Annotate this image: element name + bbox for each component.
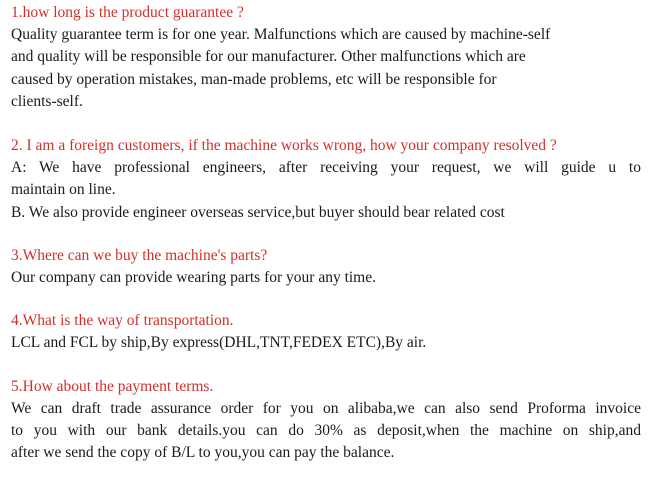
faq-answer-line: to you with our bank details.you can do 30% as deposit,when the machine on ship,and [11,421,641,439]
faq-answer-line: and quality will be responsible for our manufacturer. Other malfunctions which are [11,48,526,66]
faq-answer-line: Our company can provide wearing parts for your any time. [11,269,376,287]
faq-answer-line: A: We have professional engineers, after receiving your request, we will guide u to [11,159,641,177]
faq-answer-line: Quality guarantee term is for one year. Malfunctions which are caused by machine-self [11,26,551,43]
spacer [11,355,641,376]
faq-item-machine-failure [11,135,641,224]
spacer [11,224,641,245]
spacer [11,113,641,135]
faq-question: 3.Where can we buy the machine's parts? [11,247,268,265]
faq-answer-line: B. We also provide engineer overseas service,but buyer should bear related cost [11,203,505,221]
faq-item-parts [11,245,641,289]
faq-item-payment [11,376,641,465]
faq-question: 5.How about the payment terms. [11,377,214,395]
faq-answer-line: caused by operation mistakes, man-made problems, etc will be responsible for [11,70,497,88]
faq-question: 1.how long is the product guarantee ? [11,4,244,21]
faq-question: 4.What is the way of transportation. [11,312,234,330]
spacer [11,289,641,310]
faq-question: 2. I am a foreign customers, if the machine works wrong, how your company resolved ? [11,137,557,155]
faq-answer-line: clients-self. [11,92,83,110]
faq-item-transportation [11,310,641,354]
faq-answer-line: LCL and FCL by ship,By express(DHL,TNT,FEDEX ETC),By air. [11,334,427,352]
faq-item-guarantee [11,2,641,113]
faq-answer-line: We can draft trade assurance order for you on alibaba,we can also send Proforma invoice [11,399,641,417]
faq-answer-line: maintain on line. [11,181,116,199]
faq-list [11,2,641,465]
faq-answer-line: after we send the copy of B/L to you,you can pay the balance. [11,444,395,462]
